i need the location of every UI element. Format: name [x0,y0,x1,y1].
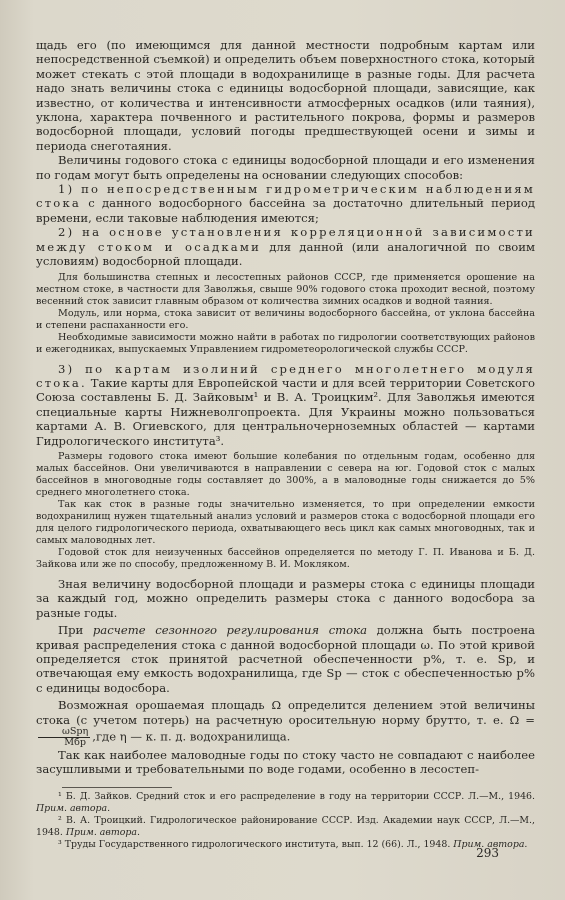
method-3: 3) по картам изолиний среднего многолетнего модуля стока. Такие карты для Европейской части и для всей территории Советского Союза составлены Б. Д. Зайковым¹ и В. А. Троицким². Для Заволжья имеются специальные карты Нижневолгопроекта. Для Украины можно пользоваться картами А. В. Огиевского, для центральночерноземных областей — картами Гидрологического института³. [36,361,535,448]
paragraph-intro: щадь его (по имеющимся для данной местности подробным картам или непосредственной съемкой) и определить объем поверхностного стока, который может стекать с этой площади в водохранилище в разные годы. Для расчета надо знать величины стока с единицы водосборной площади, зависящие, как известно, от количества и интенсивности атмосферных осадков (или таяния), уклона, характера почвенного и растительного покрова, формы и размеров водосборной площади, условий погоды предшествующей осени и зимы и периода снеготаяния. [36,38,535,153]
paragraph-catchment: Зная величину водосборной площади и размеры стока с единицы площади за каждый год, можно определить размеры стока с данного водосбора за разные годы. [36,576,535,620]
footnote-1: ¹ Б. Д. Зайков. Средний сток и его распределение в году на территории СССР. Л.—М., 1946. Прим. автора. [36,790,535,814]
note-runoff-modulus: Модуль, или норма, стока зависит от величины водосборного бассейна, от уклона бассейна и степени распаханности его. [36,307,535,331]
note-annual-variation: Размеры годового стока имеют большие колебания по отдельным годам, особенно для малых бассейнов. Они увеличиваются в направлении с севера на юг. Годовой сток с малых бассейнов в многоводные годы составляет до 300%, а в маловодные годы снижается до 5% среднего многолетнего стока. [36,450,535,498]
paragraph-seasonal-regulation: При расчете сезонного регулирования стока должна быть построена кривая распределения стока с данной водосборной площади ω. По этой кривой определяется сток принятой расчетной обеспеченности p%, т. е. Sp, и отвечающая ему емкость водохранилища, где Sp — сток с обеспеченностью p% с единицы водосбора. [36,623,536,695]
footnote-divider [62,787,172,788]
paragraph-methods: Величины годового стока с единицы водосборной площади и его изменения по годам могут быть определены на основании следующих способов: [36,153,535,182]
footnote-3: ³ Труды Государственного гидрологического института, вып. 12 (66). Л., 1948. Прим. автора. [58,838,528,850]
note-unstudied-basins: Годовой сток для неизученных бассейнов определяется по методу Г. П. Иванова и Б. Д. Зайкова или же по способу, предложенному В. И. Мокляком. [36,546,535,570]
note-steppe-runoff: Для большинства степных и лесостепных районов СССР, где применяется орошение на местном стоке, в частности для Заволжья, свыше 90% годового стока проходит весной, поэтому весенний сток зависит главным образом от количества зимних осадков и водной таяния. [36,271,535,307]
page-number: 293 [476,846,499,860]
method-1: 1) по непосредственным гидрометрическим наблюдениям стока с данного водосборного бассейна за достаточно длительный период времени, если таковые наблюдения имеются; [36,182,535,225]
irrigated-area-formula: ωSpη Mбр [38,727,90,748]
paragraph-low-water-years: Так как наиболее маловодные годы по стоку часто не совпадают с наиболее засушливыми и требовательными по воде годами, особенно в лесостеп- [36,748,535,777]
paragraph-irrigated-area: Возможная орошаемая площадь Ω определится делением этой величины стока (с учетом потерь) на расчетную оросительную норму брутто, т. е. Ω = ωSpη Mбр ,где η — к. п. д. водохранилища. [36,698,535,748]
footnote-2: ² В. А. Троицкий. Гидрологическое районирование СССР. Изд. Академии наук СССР, Л.—М., 1948. Прим. автора. [36,814,535,838]
note-reservoir-capacity: Так как сток в разные годы значительно изменяется, то при определении емкости водохранилищ нужен тщательный анализ условий и размеров стока с водосборной площади его для целого гидрологического периода, охватывающего весь цикл как самых многоводных, так и самых маловодных лет. [36,498,535,546]
method-2: 2) на основе установления корреляционной зависимости между стоком и осадками для данной (или аналогичной по своим условиям) водосборной площади. [36,225,535,269]
note-dependencies: Необходимые зависимости можно найти в работах по гидрологии соответствующих районов и ежегодниках, выпускаемых Управлением гидрометеорологической службы СССР. [36,331,535,355]
